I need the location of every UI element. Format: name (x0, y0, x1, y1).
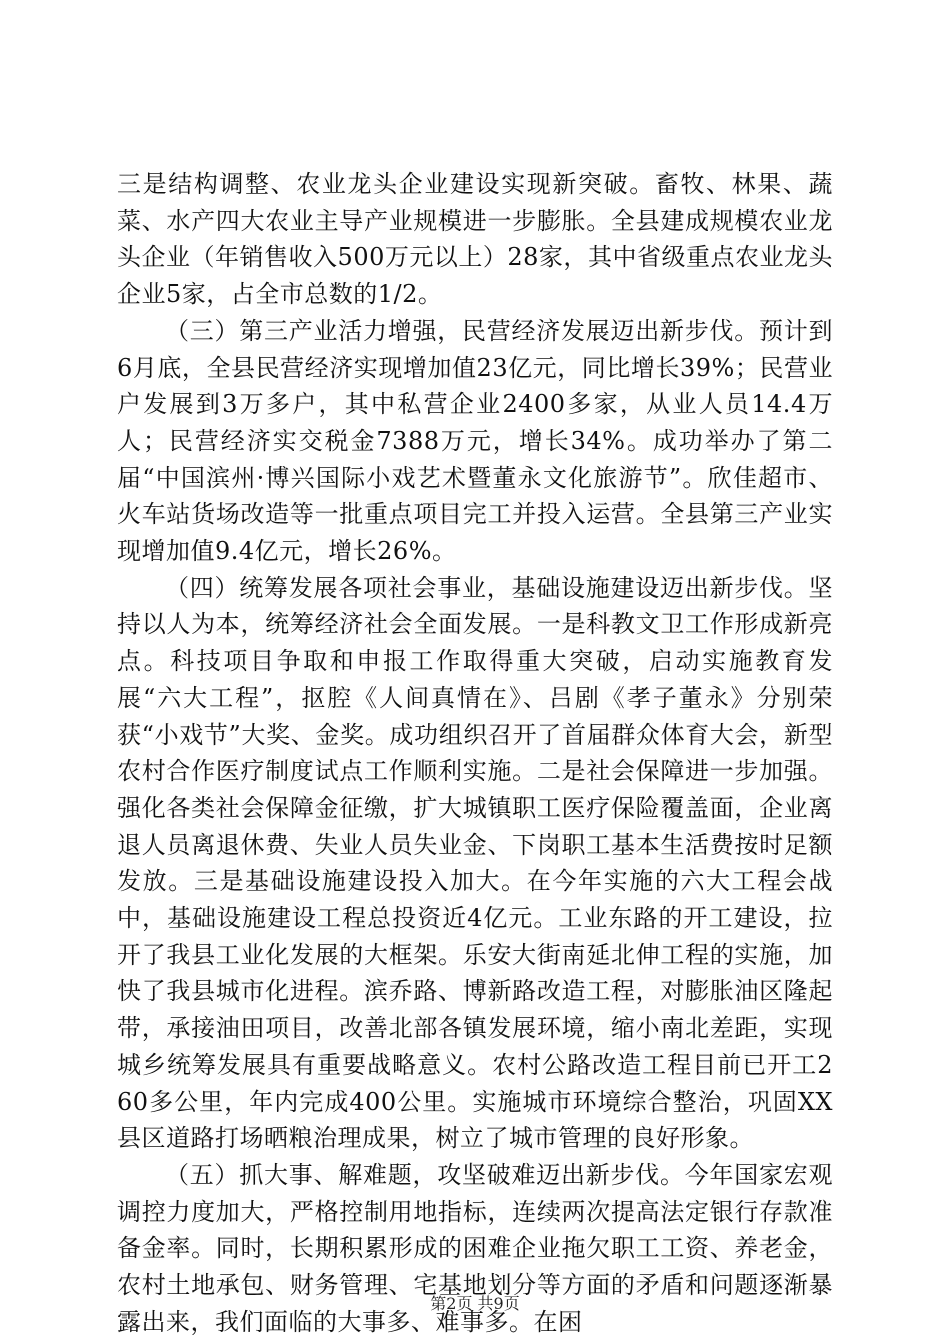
document-body (117, 166, 833, 1341)
paragraph-major-issues: （五）抓大事、解难题，攻坚破难迈出新步伐。今年国家宏观调控力度加大，严格控制用地指标，连续两次提高法定银行存款准备金率。同时，长期积累形成的困难企业拖欠职工工资、养老金，农村土地承包、财务管理、宅基地划分等方面的矛盾和问题逐渐暴露出来，我们面临的大事多、难事多。在困 (117, 1160, 833, 1336)
paragraph-social-undertakings: （四）统筹发展各项社会事业，基础设施建设迈出新步伐。坚持以人为本，统筹经济社会全面发展。一是科教文卫工作形成新亮点。科技项目争取和申报工作取得重大突破，启动实施教育发展“六大工程”，抠腔《人间真情在》、吕剧《孝子董永》分别荣获“小戏节”大奖、金奖。成功组织召开了首届群众体育大会，新型农村合作医疗制度试点工作顺利实施。二是社会保障进一步加强。强化各类社会保障金征缴，扩大城镇职工医疗保险覆盖面，企业离退人员离退休费、失业人员失业金、下岗职工基本生活费按时足额发放。三是基础设施建设投入加大。在今年实施的六大工程会战中，基础设施建设工程总投资近4亿元。工业东路的开工建设，拉开了我县工业化发展的大框架。乐安大街南延北伸工程的实施，加快了我县城市化进程。滨乔路、博新路改造工程，对膨胀油区隆起带，承接油田项目，改善北部各镇发展环境，缩小南北差距，实现城乡统筹发展具有重要战略意义。农村公路改造工程目前已开工260多公里，年内完成400公里。实施城市环境综合整治，巩固XX县区道路打场晒粮治理成果，树立了城市管理的良好形象。 (117, 573, 833, 1153)
paragraph-structure-adjustment: 三是结构调整、农业龙头企业建设实现新突破。畜牧、林果、蔬菜、水产四大农业主导产业规模进一步膨胀。全县建成规模农业龙头企业（年销售收入500万元以上）28家，其中省级重点农业龙头企业5家，占全市总数的1/2。 (117, 170, 833, 309)
page-number-footer: 第2页 共9页 (430, 1294, 520, 1313)
paragraph-tertiary-industry: （三）第三产业活力增强，民营经济发展迈出新步伐。预计到6月底，全县民营经济实现增加值23亿元，同比增长39%；民营业户发展到3万多户，其中私营企业2400多家，从业人员14.4万人；民营经济实交税金7388万元，增长34%。成功举办了第二届“中国滨州·博兴国际小戏艺术暨董永文化旅游节”。欣佳超市、火车站货场改造等一批重点项目完工并投入运营。全县第三产业实现增加值9.4亿元，增长26%。 (117, 316, 833, 566)
